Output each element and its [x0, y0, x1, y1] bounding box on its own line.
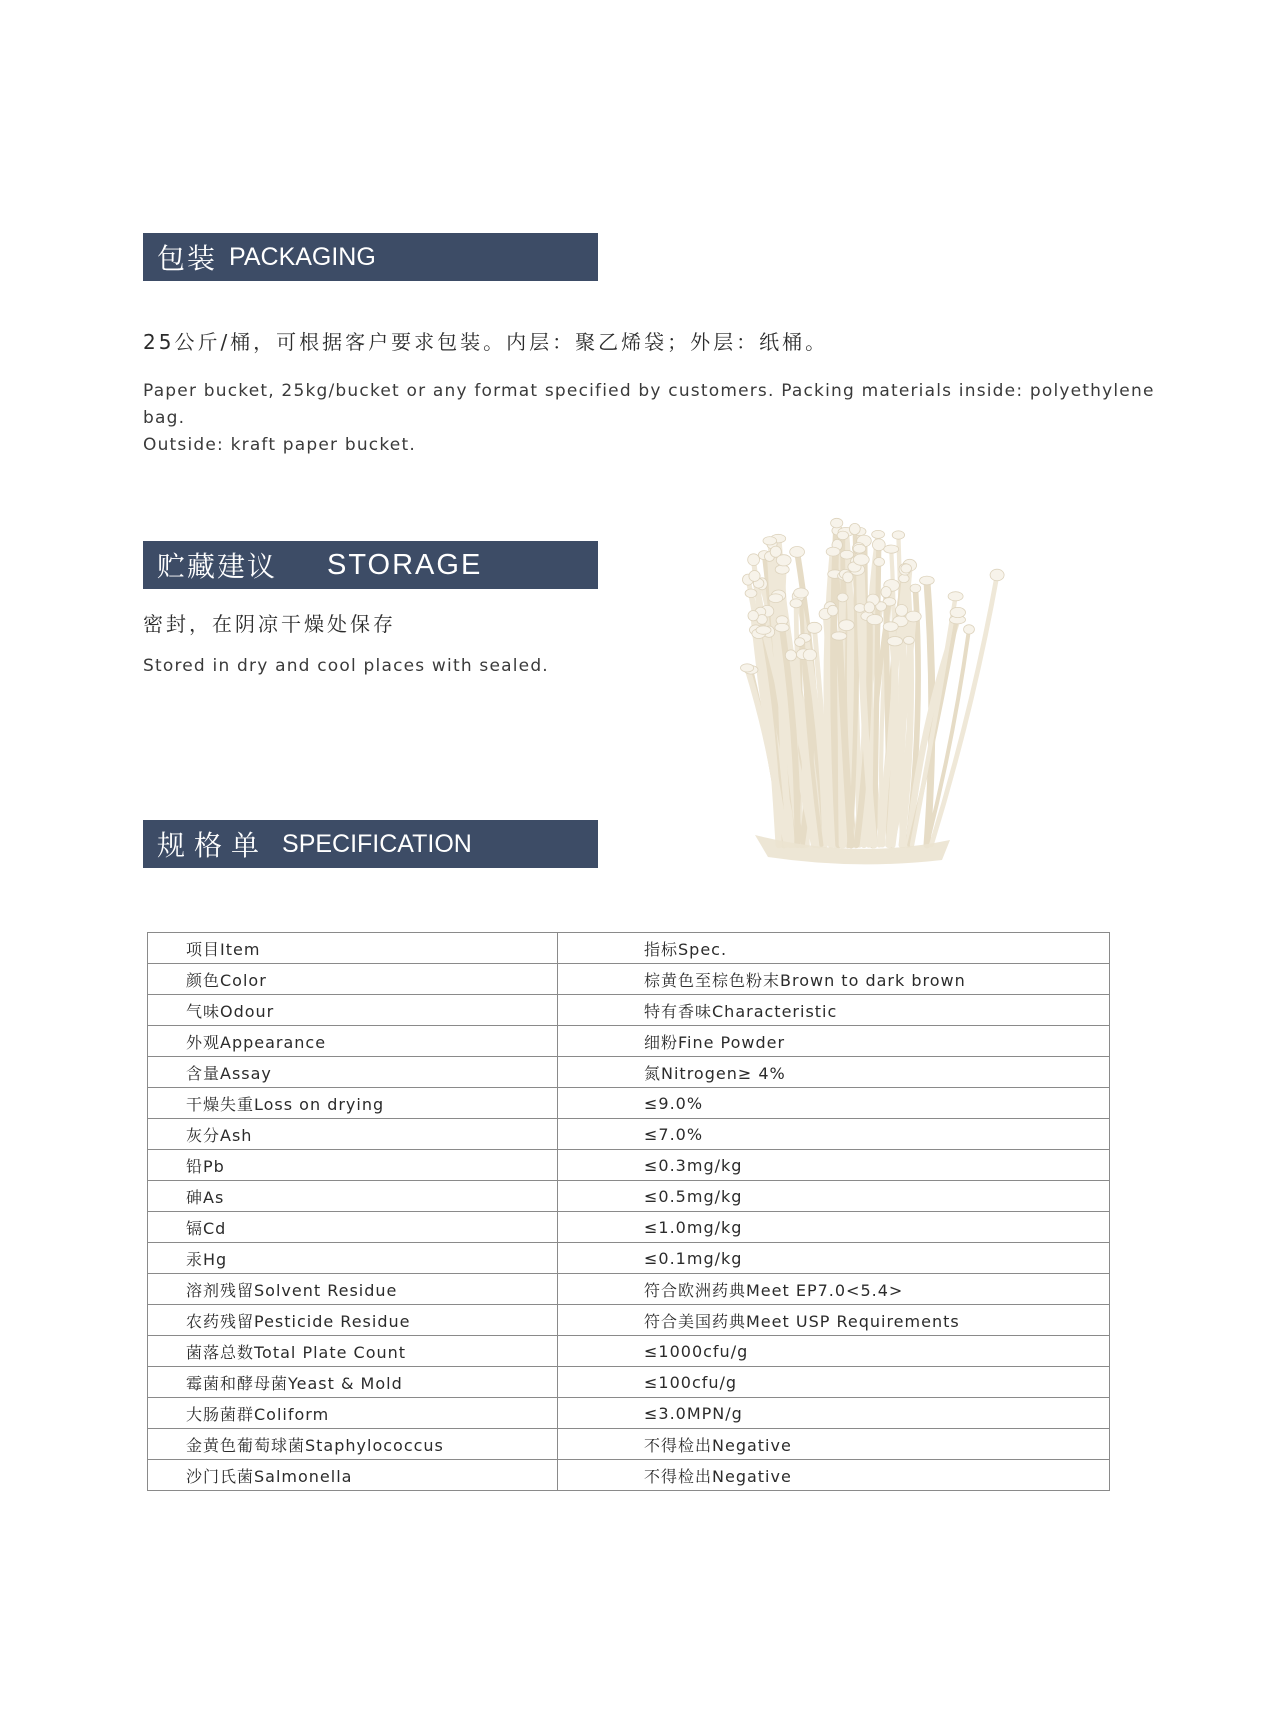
- specification-title-cn: 规格单: [157, 829, 269, 862]
- spec-value-cell: 细粉Fine Powder: [558, 1026, 1110, 1057]
- table-row: [148, 1305, 1110, 1336]
- table-row: [148, 1274, 1110, 1305]
- packaging-text-en-line1: Paper bucket, 25kg/bucket or any format specified by customers. Packing materials inside: polyethylene bag.: [143, 381, 1155, 428]
- packaging-title-en: PACKAGING: [229, 242, 376, 271]
- table-row: [148, 1119, 1110, 1150]
- storage-text-en: Stored in dry and cool places with sealed.: [143, 656, 549, 676]
- spec-value-cell: 符合美国药典Meet USP Requirements: [558, 1305, 1110, 1336]
- spec-item-cell: 菌落总数Total Plate Count: [148, 1336, 558, 1367]
- spec-value-cell: 氮Nitrogen≥ 4%: [558, 1057, 1110, 1088]
- spec-item-cell: 大肠菌群Coliform: [148, 1398, 558, 1429]
- spec-value-cell: ≤0.1mg/kg: [558, 1243, 1110, 1274]
- table-row: [148, 1026, 1110, 1057]
- spec-value-cell: 符合欧洲药典Meet EP7.0<5.4>: [558, 1274, 1110, 1305]
- spec-item-cell: 灰分Ash: [148, 1119, 558, 1150]
- table-row: [148, 1460, 1110, 1491]
- packaging-text-en: [143, 378, 1173, 459]
- table-row: [148, 1336, 1110, 1367]
- table-row: [148, 1398, 1110, 1429]
- storage-header: [143, 541, 598, 589]
- spec-item-cell: 霉菌和酵母菌Yeast & Mold: [148, 1367, 558, 1398]
- spec-item-cell: 汞Hg: [148, 1243, 558, 1274]
- spec-item-cell: 砷As: [148, 1181, 558, 1212]
- spec-item-cell: 气味Odour: [148, 995, 558, 1026]
- spec-value-cell: 棕黄色至棕色粉末Brown to dark brown: [558, 964, 1110, 995]
- table-row: [148, 1150, 1110, 1181]
- packaging-header: [143, 233, 598, 281]
- specification-title-en: SPECIFICATION: [282, 829, 472, 858]
- table-row: [148, 995, 1110, 1026]
- spec-value-cell: 不得检出Negative: [558, 1429, 1110, 1460]
- spec-item-cell: 溶剂残留Solvent Residue: [148, 1274, 558, 1305]
- spec-value-cell: ≤1000cfu/g: [558, 1336, 1110, 1367]
- spec-item-cell: 农药残留Pesticide Residue: [148, 1305, 558, 1336]
- table-row: [148, 1243, 1110, 1274]
- storage-text-cn: 密封，在阴凉干燥处保存: [143, 612, 396, 636]
- spec-item-cell: 沙门氏菌Salmonella: [148, 1460, 558, 1491]
- spec-item-cell: 镉Cd: [148, 1212, 558, 1243]
- spec-item-cell: 含量Assay: [148, 1057, 558, 1088]
- packaging-text-en-line2: Outside: kraft paper bucket.: [143, 435, 416, 455]
- storage-title-cn: 贮藏建议: [157, 550, 278, 583]
- table-row: [148, 1367, 1110, 1398]
- specification-header: [143, 820, 598, 868]
- spec-value-cell: ≤9.0%: [558, 1088, 1110, 1119]
- spec-item-cell: 项目Item: [148, 933, 558, 964]
- spec-item-cell: 颜色Color: [148, 964, 558, 995]
- packaging-text-cn: 25公斤/桶，可根据客户要求包装。内层：聚乙烯袋；外层：纸桶。: [143, 330, 829, 354]
- spec-item-cell: 外观Appearance: [148, 1026, 558, 1057]
- spec-value-cell: ≤3.0MPN/g: [558, 1398, 1110, 1429]
- spec-value-cell: ≤0.5mg/kg: [558, 1181, 1110, 1212]
- spec-value-cell: ≤1.0mg/kg: [558, 1212, 1110, 1243]
- packaging-title-cn: 包装: [157, 242, 218, 275]
- spec-value-cell: 不得检出Negative: [558, 1460, 1110, 1491]
- table-row: [148, 1429, 1110, 1460]
- spec-item-cell: 干燥失重Loss on drying: [148, 1088, 558, 1119]
- specification-table: [147, 932, 1110, 1491]
- enoki-mushroom-image: [680, 505, 1030, 865]
- table-row: [148, 1212, 1110, 1243]
- spec-value-cell: ≤7.0%: [558, 1119, 1110, 1150]
- storage-title-en: STORAGE: [327, 548, 483, 581]
- spec-value-cell: 指标Spec.: [558, 933, 1110, 964]
- table-row: [148, 1057, 1110, 1088]
- table-row: [148, 933, 1110, 964]
- table-row: [148, 1088, 1110, 1119]
- spec-item-cell: 铅Pb: [148, 1150, 558, 1181]
- spec-value-cell: ≤100cfu/g: [558, 1367, 1110, 1398]
- spec-value-cell: 特有香味Characteristic: [558, 995, 1110, 1026]
- table-row: [148, 1181, 1110, 1212]
- table-row: [148, 964, 1110, 995]
- spec-item-cell: 金黄色葡萄球菌Staphylococcus: [148, 1429, 558, 1460]
- spec-value-cell: ≤0.3mg/kg: [558, 1150, 1110, 1181]
